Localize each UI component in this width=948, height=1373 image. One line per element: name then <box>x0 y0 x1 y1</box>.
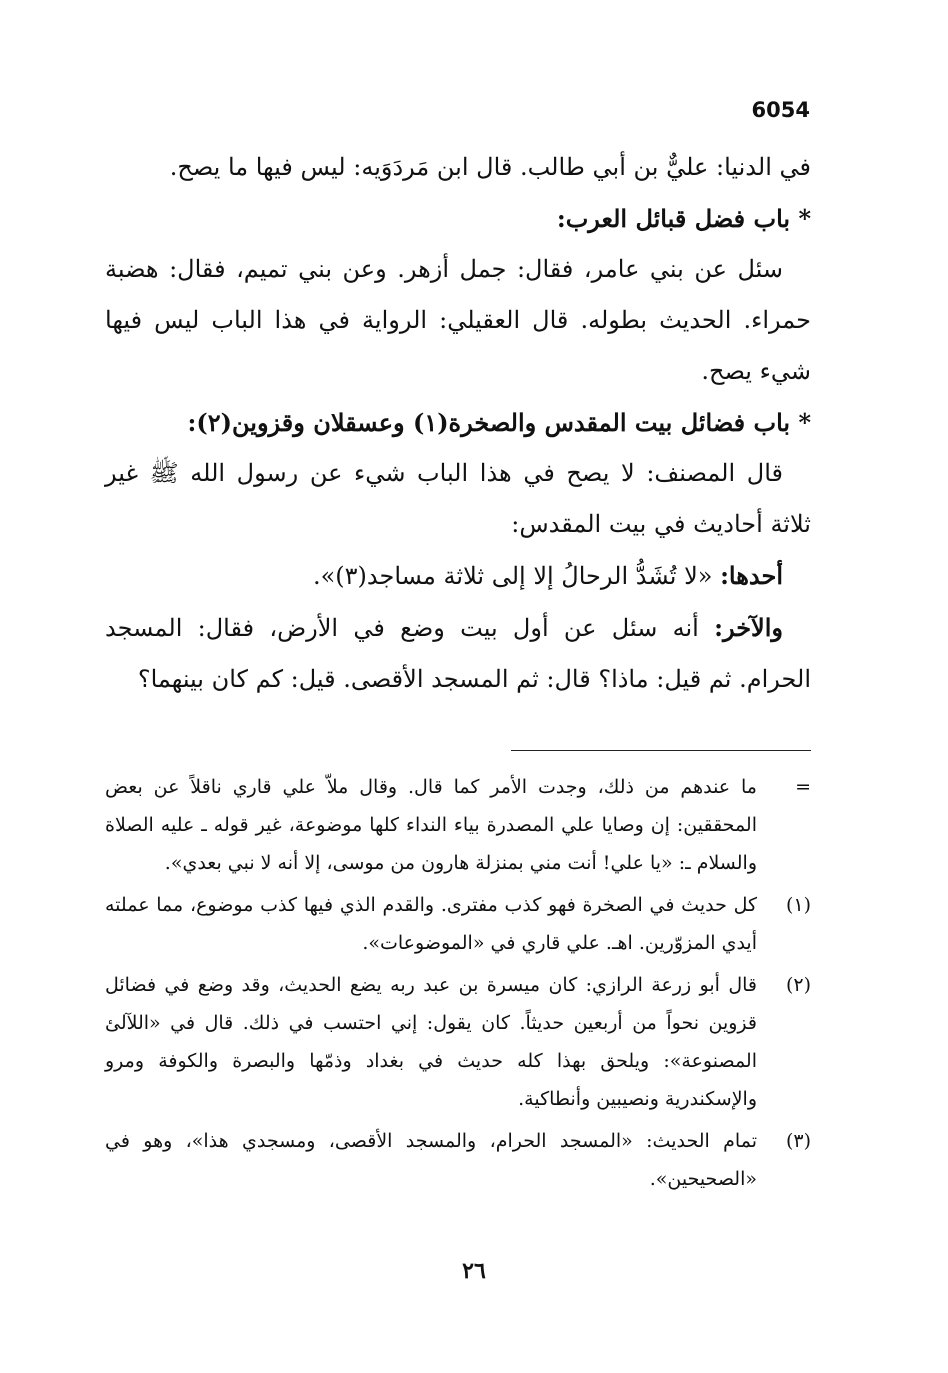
footnote <box>105 768 811 882</box>
section-heading-arab-tribes: * باب فضل قبائل العرب: <box>556 204 811 233</box>
paragraph-5-text: أنه سئل عن أول بيت وضع في الأرض، فقال: المسجد الحرام. ثم قيل: ماذا؟ قال: ثم المسجد الأقصى. قيل: كم كان بينهما؟ <box>105 614 811 693</box>
paragraph-2: سئل عن بني عامر، فقال: جمل أزهر. وعن بني تميم، فقال: هضبة حمراء. الحديث بطوله. قال العقيلي: الرواية في هذا الباب ليس فيها شيء يصح. <box>105 255 811 385</box>
paragraph-4 <box>105 550 811 602</box>
paragraph-4-text: «لا تُشَدُّ الرحالُ إلا إلى ثلاثة مساجد(٣)». <box>312 562 721 590</box>
footnote-divider <box>511 750 811 751</box>
paragraph-4-label: أحدها: <box>720 561 783 590</box>
section-heading-jerusalem: * باب فضائل بيت المقدس والصخرة(١) وعسقلان وقزوين(٢): <box>187 408 811 437</box>
footnote-number: = <box>795 776 811 798</box>
page-id: 6054 <box>751 98 810 122</box>
page-number: ٢٦ <box>462 1258 486 1284</box>
footnote-text: كل حديث في الصخرة فهو كذب مفترى. والقدم الذي فيها كذب موضوع، مما عملته أيدي المزوّرين. اهـ. علي قاري في «الموضوعات». <box>105 894 757 954</box>
footnote-text: ما عندهم من ذلك، وجدت الأمر كما قال. وقال ملاّ علي قاري ناقلاً عن بعض المحققين: إن وصايا علي المصدرة بياء النداء كلها موضوعة، غير قوله ـ عليه الصلاة والسلام ـ: «يا علي! أنت مني بمنزلة هارون من موسى، إلا أنه لا نبي بعدي». <box>105 776 757 874</box>
paragraph-5-label: والآخر: <box>714 613 783 642</box>
footnote-number: (٣) <box>785 1130 811 1152</box>
footnote <box>105 1122 811 1198</box>
footnote-number: (٢) <box>785 974 811 996</box>
paragraph-1: في الدنيا: عليٌّ بن أبي طالب. قال ابن مَردَوَيه: ليس فيها ما يصح. <box>169 153 811 181</box>
paragraph-5 <box>105 602 811 705</box>
footnote <box>105 886 811 962</box>
footnote-text: قال أبو زرعة الرازي: كان ميسرة بن عبد ربه يضع الحديث، وقد وضع في فضائل قزوين نحواً من أربعين حديثاً. كان يقول: إني احتسب في ذلك. قال في «اللآلئ المصنوعة»: ويلحق بهذا كله حديث في بغداد وذمّها والبصرة والكوفة ومرو والإسكندرية ونصيبين وأنطاكية. <box>105 974 757 1110</box>
main-text <box>105 142 811 705</box>
footnote-text: تمام الحديث: «المسجد الحرام، والمسجد الأقصى، ومسجدي هذا»، وهو في «الصحيحين». <box>105 1130 757 1190</box>
footnote <box>105 966 811 1118</box>
footnotes <box>105 768 811 1202</box>
footnote-number: (١) <box>785 894 811 916</box>
paragraph-3: قال المصنف: لا يصح في هذا الباب شيء عن رسول الله ﷺ غير ثلاثة أحاديث في بيت المقدس: <box>105 459 811 538</box>
